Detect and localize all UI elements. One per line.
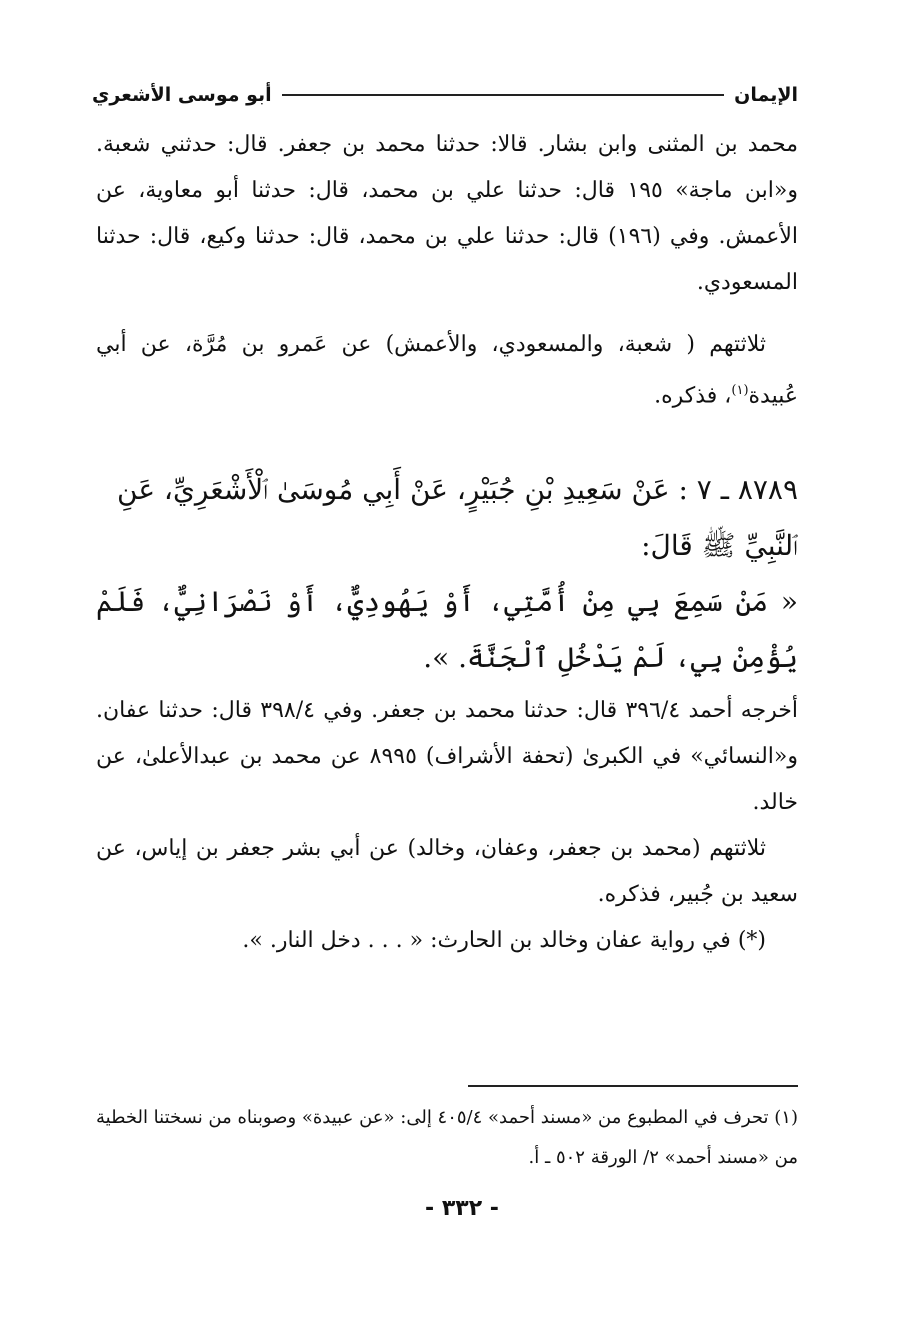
takhrij-paragraph-2: ثلاثتهم (محمد بن جعفر، وعفان، وخالد) عن أبي بشر جعفر بن إياس، عن سعيد بن جُبير، فذكره. [96,836,798,907]
header-rule [282,94,724,96]
isnad-paragraph-2-text: ثلاثتهم ( شعبة، والمسعودي، والأعمش) عن عَمرو بن مُرَّة، عن أبي عُبيدة [96,332,798,409]
variant-note: (*) في رواية عفان وخالد بن الحارث: « . . . دخل النار. ». [242,928,766,953]
takhrij-paragraph-1: أخرجه أحمد ٣٩٦/٤ قال: حدثنا محمد بن جعفر. وفي ٣٩٨/٤ قال: حدثنا عفان. و«النسائي» في الكبرىٰ (تحفة الأشراف) ٨٩٩٥ عن محمد بن عبدالأعلىٰ، عن خالد. [96,698,799,815]
isnad-paragraph-2-end: ، فذكره. [654,383,732,409]
footnote-separator [468,1085,798,1087]
hadith-text: « مَنْ سَمِعَ بِي مِنْ أُمَّتِي، أَوْ يَهُودِيٌّ، أَوْ نَصْرَانِيٌّ، فَلَمْ يُؤْمِنْ بِي، لَمْ يَدْخُلِ ٱلْجَنَّةَ. ». [96,585,798,674]
isnad-paragraph-1: محمد بن المثنى وابن بشار. قالا: حدثنا محمد بن جعفر. قال: حدثني شعبة. و«ابن ماجة» ١٩٥ قال: حدثنا علي بن محمد، قال: حدثنا أبو معاوية، عن الأعمش. وفي (١٩٦) قال: حدثنا علي بن محمد، قال: حدثنا وكيع، قال: حدثنا المسعودي. [96,132,799,295]
author-title: أبو موسى الأشعري [92,84,272,106]
footnote-1: (١) تحرف في المطبوع من «مسند أحمد» ٤٠٥/٤ إلى: «عن عبيدة» وصوبناه من نسختنا الخطية من «مسند أحمد» ٢/ الورقة ٥٠٢ ـ أ. [96,1107,798,1168]
hadith-heading [96,462,798,574]
hadith-number: ٨٧٨٩ ـ ٧ : [678,473,798,506]
page-number: - ٣٣٢ - [425,1196,499,1221]
hadith-chain: عَنْ سَعِيدِ بْنِ جُبَيْرٍ، عَنْ أَبِي مُوسَىٰ ٱلْأَشْعَرِيِّ، عَنِ ٱلنَّبِيِّ ﷺ قَالَ: [117,473,798,562]
running-head [92,80,798,110]
footnote-reference[interactable]: (١) [731,383,749,398]
chapter-title: الإيمان [734,84,798,106]
isnad-paragraph-2 [96,322,798,419]
